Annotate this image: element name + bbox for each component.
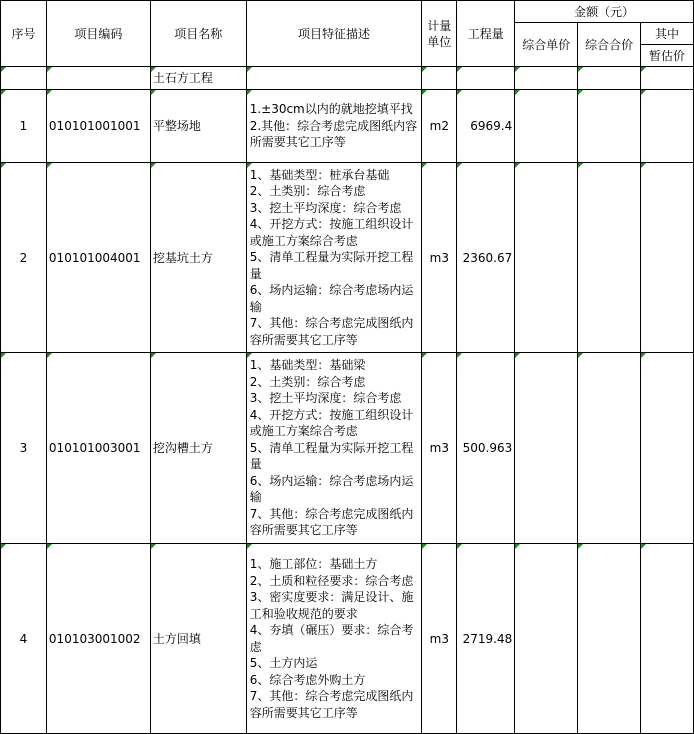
- header-of-which: 其中: [641, 23, 694, 45]
- desc-line: 2、土质和粒径要求：综合考虑: [249, 573, 414, 588]
- header-unit-price: 综合单价: [515, 23, 578, 67]
- desc-line: 1.±30cm以内的就地挖填平找: [249, 102, 413, 117]
- header-row-1: [1, 1, 694, 23]
- cell-empty: [457, 67, 515, 90]
- row-seq: 1: [1, 90, 47, 163]
- row-unit-price: [515, 90, 578, 163]
- row-provisional: [641, 544, 694, 734]
- desc-line: 1、基础类型：基础梁: [249, 358, 366, 373]
- row-qty: 2719.48: [457, 544, 515, 734]
- desc-line: 6、场内运输：综合考虑场内运输: [249, 473, 414, 505]
- desc-line: 5、土方内运: [249, 656, 318, 670]
- row-unit-price: [515, 353, 578, 544]
- desc-line: 7、其他：综合考虑完成图纸内容所需要其它工序等: [249, 506, 414, 538]
- row-name: 挖沟槽土方: [150, 353, 246, 544]
- header-code: 项目编码: [46, 1, 150, 67]
- header-seq: 序号: [1, 1, 47, 67]
- row-total-price: [578, 544, 641, 734]
- section-row: [1, 67, 694, 90]
- row-total-price: [578, 90, 641, 163]
- desc-line: 1、施工部位：基础土方: [249, 557, 378, 571]
- row-seq: 3: [1, 353, 47, 544]
- row-provisional: [641, 163, 694, 353]
- header-provisional: 暂估价: [641, 45, 694, 67]
- cell-empty: [641, 67, 694, 90]
- row-unit: m2: [422, 90, 457, 163]
- row-seq: 2: [1, 163, 47, 353]
- row-provisional: [641, 353, 694, 544]
- row-total-price: [578, 353, 641, 544]
- table-row: [1, 544, 694, 734]
- row-unit: m3: [422, 353, 457, 544]
- desc-line: 2、土类别：综合考虑: [249, 184, 366, 199]
- row-code: 010103001002: [46, 544, 150, 734]
- table-row: [1, 353, 694, 544]
- row-unit-price: [515, 544, 578, 734]
- header-unit-line2: 单位: [427, 34, 452, 49]
- row-name: 挖基坑土方: [150, 163, 246, 353]
- row-unit: m3: [422, 544, 457, 734]
- section-name: 土石方工程: [150, 67, 246, 90]
- row-desc: [246, 544, 422, 734]
- desc-line: 3、密实度要求：满足设计、施工和验收规范的要求: [249, 590, 414, 621]
- row-desc: [246, 353, 422, 544]
- header-unit-line1: 计量: [427, 18, 452, 33]
- row-unit-price: [515, 163, 578, 353]
- desc-line: 5、清单工程量为实际开挖工程量: [249, 440, 414, 472]
- desc-line: 3、挖土平均深度：综合考虑: [249, 391, 402, 406]
- header-qty: 工程量: [457, 1, 515, 67]
- desc-line: 6、综合考虑外购土方: [249, 672, 366, 687]
- desc-line: 6、场内运输：综合考虑场内运输: [249, 283, 414, 314]
- cell-empty: [246, 67, 422, 90]
- row-desc: [246, 163, 422, 353]
- desc-line: 5、清单工程量为实际开挖工程量: [249, 250, 414, 281]
- desc-line: 4、开挖方式：按施工组织设计或施工方案综合考虑: [249, 407, 414, 439]
- desc-line: 4、夯填（碾压）要求：综合考虑: [249, 623, 414, 654]
- row-qty: 500.963: [457, 353, 515, 544]
- row-seq: 4: [1, 544, 47, 734]
- header-name: 项目名称: [150, 1, 246, 67]
- desc-line: 1、基础类型：桩承台基础: [249, 167, 390, 182]
- row-name: 土方回填: [150, 544, 246, 734]
- desc-line: 2、土类别：综合考虑: [249, 374, 366, 389]
- table-row: [1, 90, 694, 163]
- row-qty: 2360.67: [457, 163, 515, 353]
- header-amount: 金额（元）: [515, 1, 694, 23]
- header-total-price: 综合合价: [578, 23, 641, 67]
- cell-empty: [578, 67, 641, 90]
- row-name: 平整场地: [150, 90, 246, 163]
- desc-line: 3、挖土平均深度：综合考虑: [249, 200, 402, 215]
- row-code: 010101003001: [46, 353, 150, 544]
- table-row: [1, 163, 694, 353]
- desc-line: 2.其他：综合考虑完成图纸内容所需要其它工序等: [249, 118, 418, 150]
- row-total-price: [578, 163, 641, 353]
- cell-empty: [422, 67, 457, 90]
- row-qty: 6969.4: [457, 90, 515, 163]
- row-unit: m3: [422, 163, 457, 353]
- cell-empty: [46, 67, 150, 90]
- row-code: 010101004001: [46, 163, 150, 353]
- desc-line: 7、其他：综合考虑完成图纸内容所需要其它工序等: [249, 316, 414, 347]
- desc-line: 7、其他：综合考虑完成图纸内容所需要其它工序等: [249, 689, 414, 720]
- header-desc: 项目特征描述: [246, 1, 422, 67]
- header-unit: [422, 1, 457, 67]
- row-provisional: [641, 90, 694, 163]
- row-code: 010101001001: [46, 90, 150, 163]
- cell-empty: [1, 67, 47, 90]
- desc-line: 4、开挖方式：按施工组织设计或施工方案综合考虑: [249, 217, 414, 248]
- row-desc: [246, 90, 422, 163]
- cell-empty: [515, 67, 578, 90]
